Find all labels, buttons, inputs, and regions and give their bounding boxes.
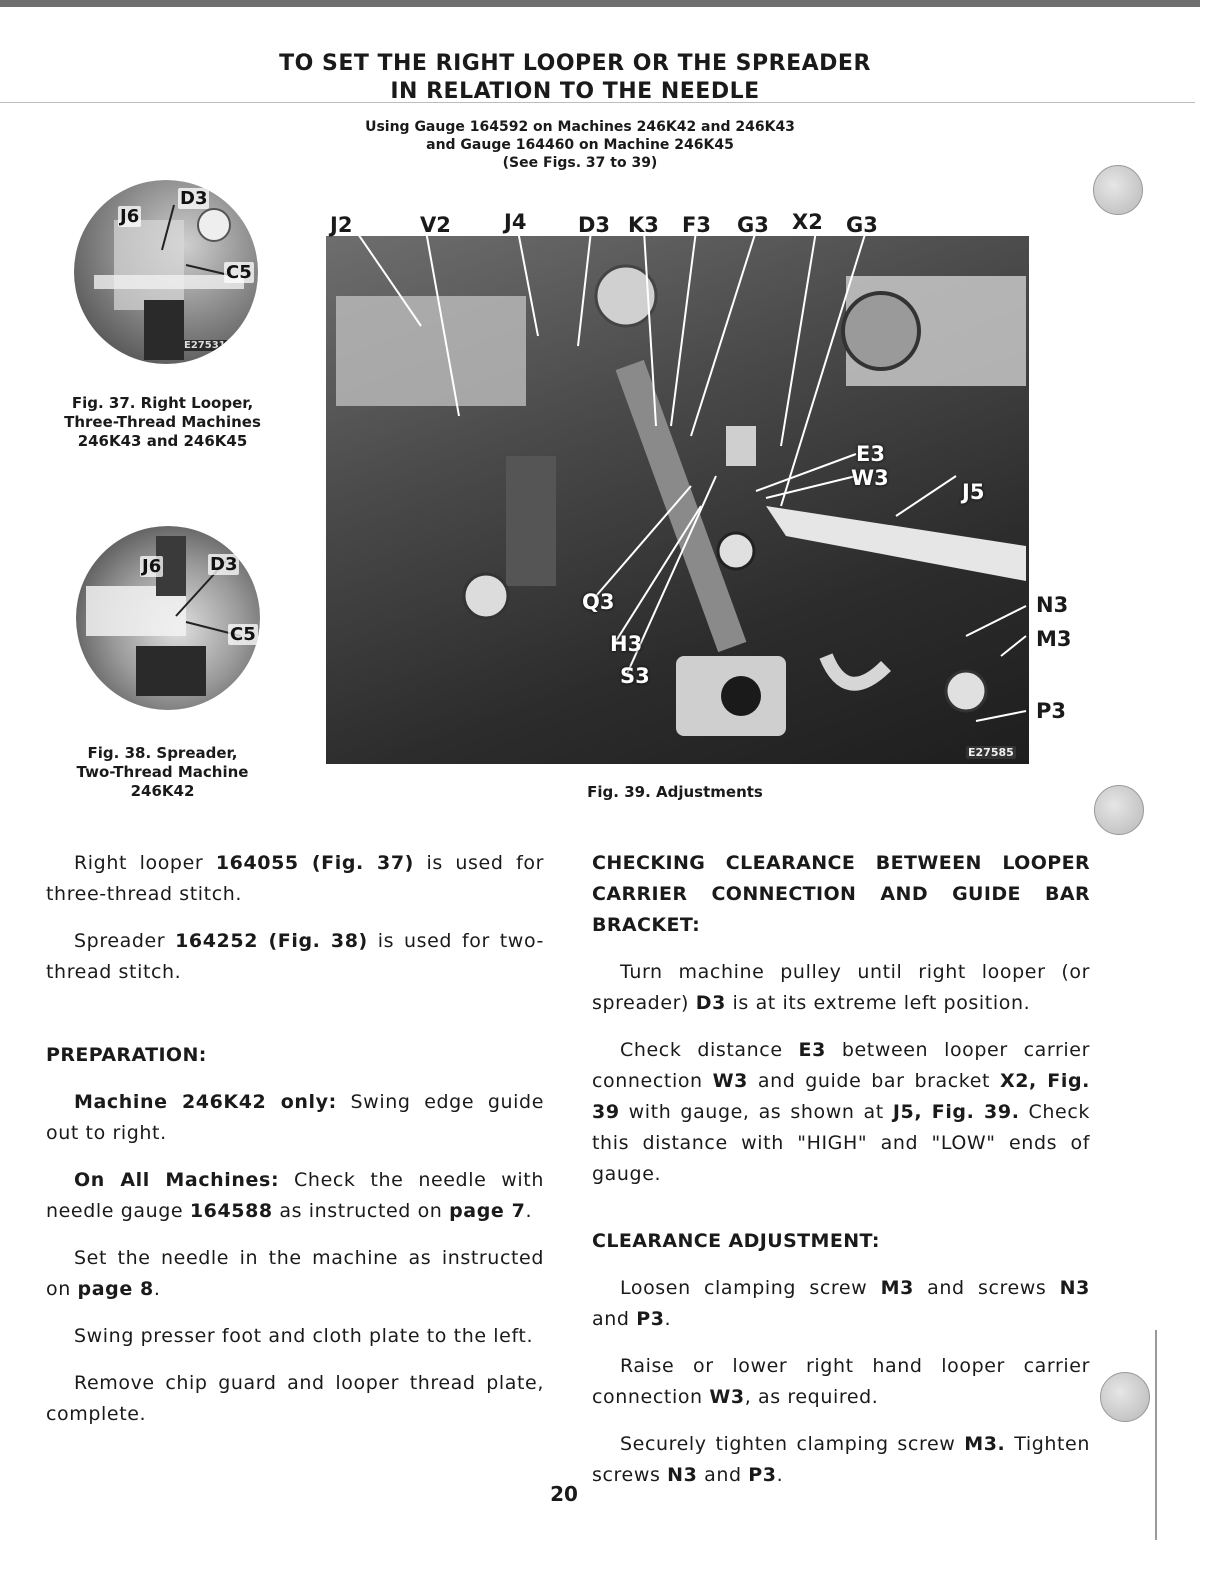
right-paragraph-4 <box>592 1351 1090 1413</box>
callout-j5: J5 <box>962 480 985 504</box>
text: and <box>592 1308 637 1330</box>
text: Turn machine pulley until right looper (or spreader) <box>592 961 1090 1014</box>
callout-p3: P3 <box>1036 699 1067 723</box>
left-paragraph-1 <box>46 848 544 910</box>
left-paragraph-7: Remove chip guard and looper thread plate, complete. <box>46 1372 544 1425</box>
text-bold: Machine 246K42 only: <box>74 1091 337 1113</box>
text-bold: page 7 <box>449 1200 526 1222</box>
text-bold: W3 <box>712 1070 748 1092</box>
text: Check distance <box>620 1039 799 1061</box>
callout-h3: H3 <box>610 632 643 656</box>
binder-hole-bottom <box>1100 1372 1150 1422</box>
callout-n3: N3 <box>1036 593 1069 617</box>
fig37-caption-line-2: Three-Thread Machines <box>64 413 261 431</box>
callout-f3: F3 <box>682 213 711 237</box>
text: is at its extreme left position. <box>725 992 1031 1014</box>
right-column <box>592 848 1090 1507</box>
text: is used for three-thread stitch. <box>46 852 544 905</box>
binder-hole-top <box>1093 165 1143 215</box>
fig37-label-j6: J6 <box>120 206 140 227</box>
fig38-label-j6: J6 <box>142 556 162 577</box>
fig38-caption-line-1: Fig. 38. Spreader, <box>87 744 238 762</box>
text-bold: 164252 (Fig. 38) <box>175 930 368 952</box>
text-bold: P3 <box>748 1464 777 1486</box>
text: and <box>697 1464 749 1486</box>
fig38-caption-line-3: 246K42 <box>130 782 195 800</box>
text-bold: N3 <box>1059 1277 1090 1299</box>
subtitle-line-1: Using Gauge 164592 on Machines 246K42 and 246K43 <box>365 119 795 135</box>
text: , as required. <box>744 1386 879 1408</box>
text: as instructed on <box>272 1200 450 1222</box>
fig39-code: E27585 <box>968 746 1014 759</box>
callout-g3-2: G3 <box>846 213 878 237</box>
left-paragraph-6: Swing presser foot and cloth plate to the left. <box>74 1325 534 1347</box>
text: and screws <box>913 1277 1060 1299</box>
text: between looper carrier connection <box>592 1039 1090 1092</box>
fig37-label-d3: D3 <box>180 188 208 209</box>
text-bold: 164588 <box>189 1200 273 1222</box>
right-paragraph-2 <box>592 1035 1090 1190</box>
right-edge-line <box>1155 1330 1157 1540</box>
title-line-1: TO SET THE RIGHT LOOPER OR THE SPREADER <box>279 51 871 76</box>
fig39-photo <box>326 236 1029 764</box>
text-bold: D3 <box>695 992 726 1014</box>
text: Loosen clamping screw <box>620 1277 881 1299</box>
text: with gauge, as shown at <box>619 1101 893 1123</box>
text: . <box>525 1200 533 1222</box>
left-column <box>46 848 544 1446</box>
fig38-label-d3: D3 <box>210 554 238 575</box>
top-border <box>0 0 1200 7</box>
callout-d3: D3 <box>578 213 611 237</box>
callout-k3: K3 <box>628 213 659 237</box>
fig37-label-c5: C5 <box>226 262 252 283</box>
text: is used for two-thread stitch. <box>46 930 544 983</box>
page-title <box>200 50 950 106</box>
subtitle-line-3: (See Figs. 37 to 39) <box>502 155 658 171</box>
text-bold: page 8 <box>77 1278 154 1300</box>
text: Spreader <box>74 930 176 952</box>
fig39-machine-drawing <box>326 236 1029 764</box>
text-bold: M3. <box>964 1433 1006 1455</box>
binder-hole-middle <box>1094 785 1144 835</box>
text: Set the needle in the machine as instructed on <box>46 1247 544 1300</box>
callout-q3: Q3 <box>582 590 615 614</box>
left-paragraph-5 <box>46 1243 544 1305</box>
callout-w3: W3 <box>851 466 889 490</box>
text-bold: W3 <box>709 1386 745 1408</box>
text-bold: M3 <box>880 1277 914 1299</box>
text: . <box>664 1308 672 1330</box>
fig39-caption: Fig. 39. Adjustments <box>587 783 763 801</box>
fig38-caption-line-2: Two-Thread Machine <box>76 763 249 781</box>
callout-g3-1: G3 <box>737 213 769 237</box>
callout-j4: J4 <box>504 210 527 234</box>
text: Swing edge guide out to right. <box>46 1091 545 1144</box>
callout-j2: J2 <box>330 213 353 237</box>
subtitle-line-2: and Gauge 164460 on Machine 246K45 <box>426 137 734 153</box>
fig37-caption <box>40 394 285 451</box>
callout-s3: S3 <box>620 664 650 688</box>
text: . <box>776 1464 784 1486</box>
text: and guide bar bracket <box>747 1070 1000 1092</box>
fig37-caption-line-3: 246K43 and 246K45 <box>77 432 248 450</box>
page-number: 20 <box>550 1482 578 1506</box>
text-bold: P3 <box>636 1308 665 1330</box>
left-paragraph-2 <box>46 926 544 988</box>
left-paragraph-4 <box>46 1165 544 1227</box>
preparation-heading: PREPARATION: <box>46 1044 207 1066</box>
callout-e3: E3 <box>856 442 885 466</box>
fig38-photo <box>76 526 260 710</box>
text: Check the needle with needle gauge <box>46 1169 544 1222</box>
left-paragraph-3 <box>46 1087 544 1149</box>
text: Raise or lower right hand looper carrier connection <box>592 1355 1090 1408</box>
callout-m3: M3 <box>1036 627 1072 651</box>
text-bold: 164055 (Fig. 37) <box>215 852 414 874</box>
checking-clearance-heading: CHECKING CLEARANCE BETWEEN LOOPER CARRIER CONNECTION AND GUIDE BAR BRACKET: <box>592 852 1090 936</box>
clearance-adjustment-heading: CLEARANCE ADJUSTMENT: <box>592 1230 880 1252</box>
page-subtitle <box>270 118 890 172</box>
text-bold: X2, Fig. 39 <box>592 1070 1090 1123</box>
right-paragraph-3 <box>592 1273 1090 1335</box>
fig37-code: E27531 <box>184 340 226 351</box>
right-paragraph-5 <box>592 1429 1090 1491</box>
fig38-caption <box>40 744 285 801</box>
text-bold: N3 <box>667 1464 698 1486</box>
text-bold: On All Machines: <box>74 1169 280 1191</box>
text: Tighten screws <box>592 1433 1090 1486</box>
text: Securely tighten clamping screw <box>620 1433 965 1455</box>
text: . <box>153 1278 161 1300</box>
right-paragraph-1 <box>592 957 1090 1019</box>
text: Check this distance with "HIGH" and "LOW" ends of gauge. <box>592 1101 1090 1185</box>
title-line-2: IN RELATION TO THE NEEDLE <box>390 79 760 104</box>
callout-x2: X2 <box>792 210 823 234</box>
fig37-photo <box>74 180 258 364</box>
text: Right looper <box>74 852 216 874</box>
text-bold: E3 <box>798 1039 826 1061</box>
fig38-label-c5: C5 <box>230 624 256 645</box>
callout-v2: V2 <box>420 213 451 237</box>
fig37-caption-line-1: Fig. 37. Right Looper, <box>71 394 254 412</box>
text-bold: J5, Fig. 39. <box>892 1101 1020 1123</box>
